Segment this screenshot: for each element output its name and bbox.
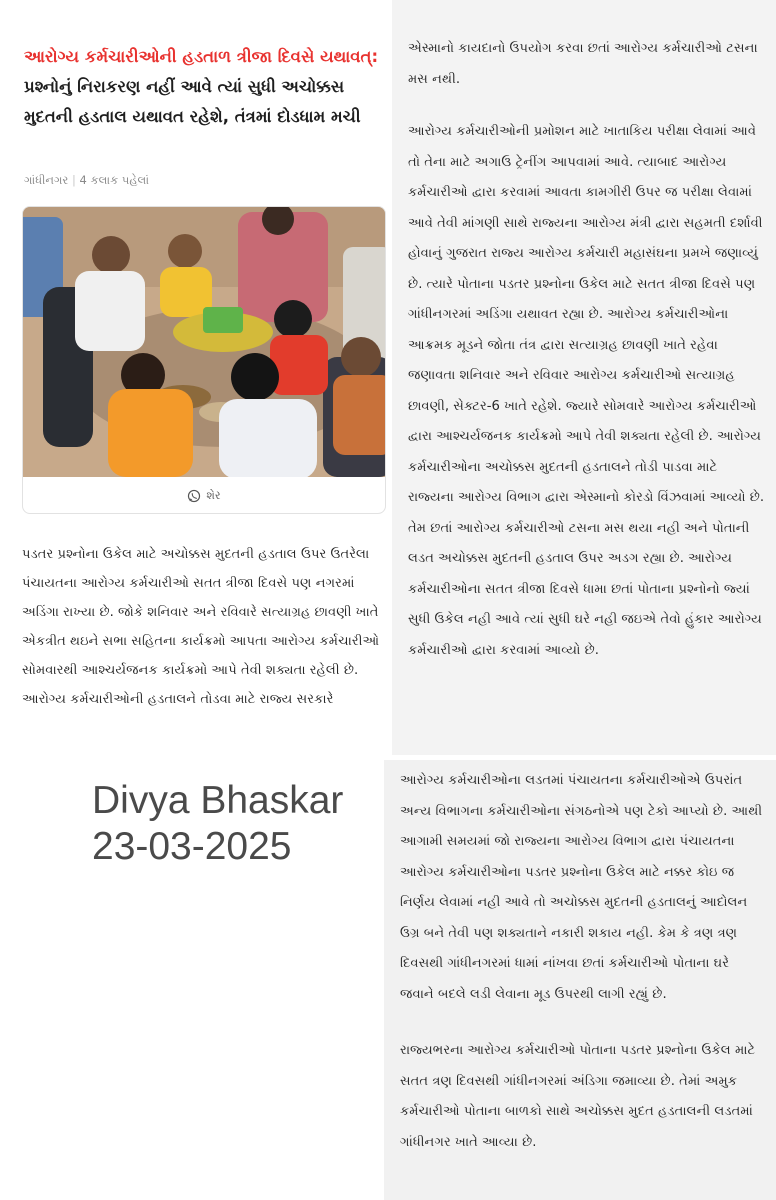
- clipping-text-column: [408, 34, 766, 666]
- byline-separator: |: [71, 173, 80, 187]
- article-photo[interactable]: [23, 207, 385, 477]
- clipping-right-top: [392, 0, 776, 755]
- headline-text: પ્રશ્નોનું નિરાકરણ નહીં આવે ત્યાં સુધી અચોક્કસ મુદતની હડતાલ યથાવત રહેશે, તંત્રમાં દોડધામ મચી: [24, 77, 361, 126]
- headline-highlight: આરોગ્ય કર્મચારીઓની હડતાળ ત્રીજા દિવસે યથાવત્:: [24, 47, 379, 66]
- share-button[interactable]: [23, 479, 385, 513]
- article-body-left: પડતર પ્રશ્નોના ઉકેલ માટે અચોક્કસ મુદતની હડતાલ ઉપર ઉતરેલા પંચાયતના આરોગ્ય કર્મચારીઓ સતત ત્રીજા દિવસે પણ નગરમાં અડિંગા રાખ્યા છે. જોકે શનિવાર અને રવિવારે સત્યાગ્રહ છાવણી ખાતે એકત્રીત થઇને સભા સહિતના કાર્યક્રમો આપતા આરોગ્ય કર્મચારીઓ સોમવારથી આશ્ચર્યજનક કાર્યક્રમો આપે તેવી શક્યતા રહેલી છે. આરોગ્ય કર્મચારીઓની હડતાલને તોડવા માટે રાજ્ય સરકારે: [22, 547, 380, 707]
- source-name: Divya Bhaskar: [92, 779, 344, 822]
- clipping-paragraph: આરોગ્ય કર્મચારીઓના લડતમાં પંચાયતના કર્મચારીઓએ ઉપરાંત અન્ય વિભાગના કર્મચારીઓના સંગઠનોએ પણ ટેકો આપ્યો છે. આથી આગામી સમયમાં જો રાજ્યના આરોગ્ય વિભાગ દ્વારા પંચાયતના આરોગ્ય કર્મચારીઓના પડતર પ્રશ્નોના ઉકેલ માટે નક્કર કોઇ જ નિર્ણય લેવામાં નહી આવે તો અચોક્કસ મુદતની હડતાલનું આદોલન ઉગ્ર બને તેવી પણ શક્યતાને નકારી શકાય નહી. કેમ કે ત્રણ ત્રણ દિવસથી ગાંધીનગરમાં ધામાં નાંખવા છતાં કર્મચારીઓ પોતાના ઘરે જવાને બદલે લડી લેવાના મૂડ ઉપરથી લાગી રહ્યું છે.: [400, 773, 763, 1002]
- clipping-paragraph: એસ્માનો કાયદાનો ઉપયોગ કરવા છતાં આરોગ્ય કર્મચારીઓ ટસના મસ નથી.: [408, 41, 758, 87]
- source-date: 23-03-2025: [92, 825, 292, 868]
- share-label: શેર: [206, 489, 221, 502]
- whatsapp-icon: [187, 489, 201, 503]
- clipping-right-bottom: [384, 760, 776, 1200]
- article-headline[interactable]: [24, 42, 380, 132]
- photo-card: [22, 206, 386, 514]
- clipping-paragraph: રાજ્યભરના આરોગ્ય કર્મચારીઓ પોતાના પડતર પ્રશ્નોના ઉકેલ માટે સતત ત્રણ દિવસથી ગાંધીનગરમાં અંડિગા જમાવ્યા છે. તેમાં અમુક કર્મચારીઓ પોતાના બાળકો સાથે અચોક્કસ મુદત હડતાલની લડતમાં ગાંધીનગર ખાતે આવ્યા છે.: [400, 1043, 756, 1150]
- clipping-paragraph: આરોગ્ય કર્મચારીઓની પ્રમોશન માટે ખાતાકિય પરીક્ષા લેવામાં આવે તો તેના માટે અગાઉ ટ્રેનીંગ આપવામાં આવે. ત્યાબાદ આરોગ્ય કર્મચારીઓ દ્વારા કરવામાં આવતા કામગીરી ઉપર જ પરીક્ષા લેવામાં આવે તેવી માંગણી સાથે રાજ્યના આરોગ્ય મંત્રી દ્વારા સહમતી દર્શાવી હોવાનું ગુજરાત રાજ્ય આરોગ્ય કર્મચારી મહાસંઘના પ્રમખે જણાવ્યું છે. ત્યારે પોતાના પડતર પ્રશ્નોના ઉકેલ માટે સતત ત્રીજા દિવસે પણ ગાંધીનગરમાં અડિંગા યથાવત રહ્યા છે. આરોગ્ય કર્મચારીઓના આક્રમક મૂડને જોતા તંત્ર દ્વારા સત્યાગ્રહ છાવણી ખાતે રહેવા જણાવતા શનિવાર અને રવિવાર આરોગ્ય કર્મચારીઓ સત્યાગ્રહ છાવણી, સેક્ટર-6 ખાતે રહેશે. જ્યારે સોમવારે આરોગ્ય કર્મચારીઓ દ્વારા આશ્ચર્યજનક કાર્યક્રમો આપે તેવી શક્યતા રહેલી છે. આરોગ્ય કર્મચારીઓના અચોક્કસ મુદતની હડતાલને તોડી પાડવા માટે રાજ્યના આરોગ્ય વિભાગ દ્વારા એસ્માનો કોરડો વિંઝવામાં આવ્યો છે. તેમ છતાં આરોગ્ય કર્મચારીઓ ટસના મસ થયા નહી અને પોતાની લડત અચોક્કસ મુદતની હડતાલ ઉપર અડગ રહ્યા છે. આરોગ્ય કર્મચારીઓના સતત ત્રીજા દિવસે ધામા છતાં પોતાના પ્રશ્નોનો જ્યાં સુધી ઉકેલ નહી આવે ત્યાં સુધી ઘરે નહી જઇએ તેવો હુંકાર આરોગ્ય કર્મચારીઓ દ્વારા કરવામાં આવ્યો છે.: [408, 124, 765, 658]
- article-byline: [24, 173, 149, 188]
- time-label: 4 કલાક પહેલાં: [79, 173, 150, 187]
- location-label: ગાંધીનગર: [24, 173, 69, 187]
- article-card-panel: [0, 0, 392, 750]
- clipping-text-column: [400, 766, 764, 1158]
- source-watermark: [92, 778, 372, 870]
